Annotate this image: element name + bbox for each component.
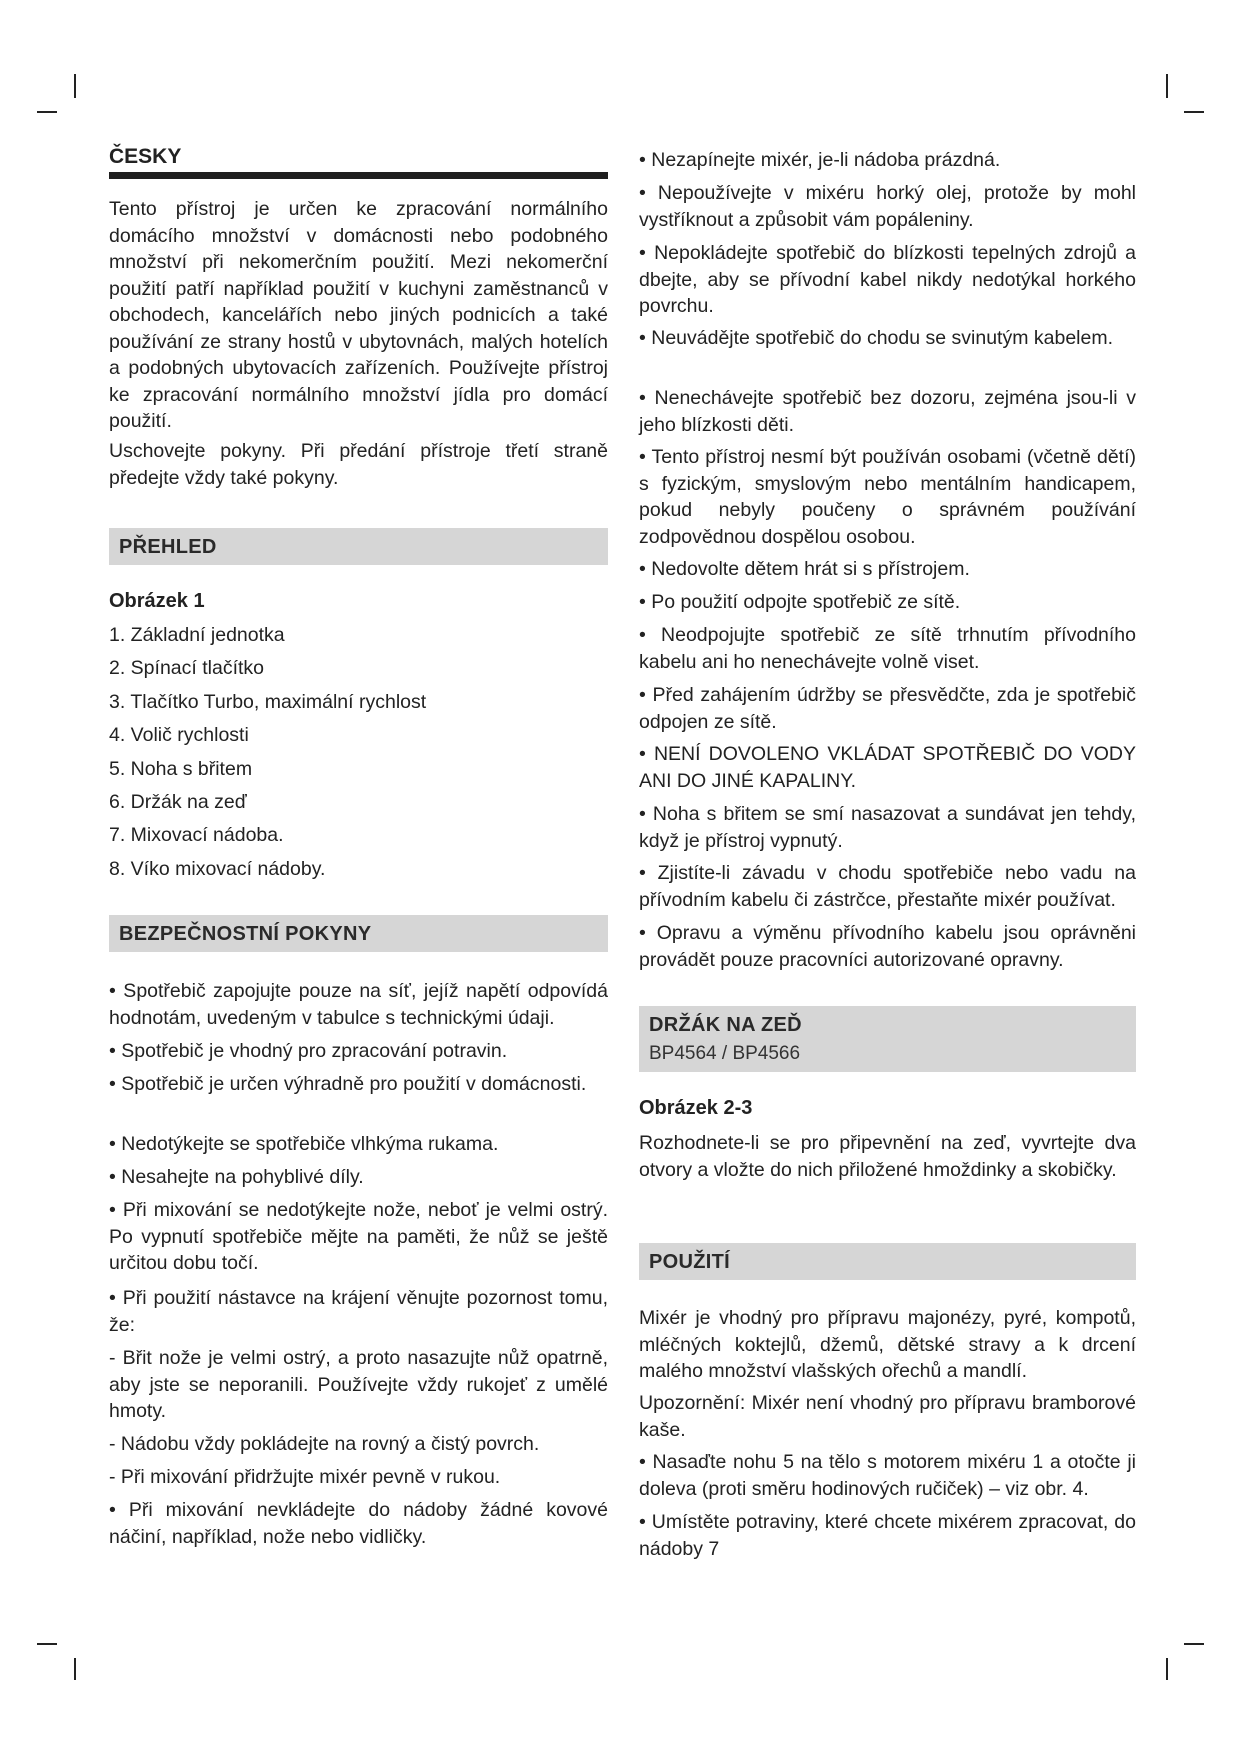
wall-mount-section-title: DRŽÁK NA ZEĎ: [649, 1014, 802, 1036]
usage-warning: Upozornění: Mixér není vhodný pro přípravu bramborové kaše.: [639, 1392, 1136, 1441]
list-item: • Opravu a výměnu přívodního kabelu jsou oprávněni provádět pouze pracovníci autorizované opravny.: [639, 922, 1136, 971]
list-item: • Tento přístroj nesmí být používán osobami (včetně dětí) s fyzickým, smyslovým nebo mentálním handicapem, pokud nebyly poučeny o správném používání zodpovědnou dospělou osobou.: [639, 446, 1136, 548]
list-item: • Při použití nástavce na krájení věnujte pozornost tomu, že:: [109, 1287, 608, 1336]
list-item: • Nepoužívejte v mixéru horký olej, protože by mohl vystříknout a způsobit vám popáleniny.: [639, 182, 1136, 231]
list-item: 4. Volič rychlosti: [109, 724, 249, 746]
crop-mark-top-right-h: [1184, 111, 1204, 113]
list-item: • Spotřebič je vhodný pro zpracování potravin.: [109, 1040, 508, 1062]
list-item: - Při mixování přidržujte mixér pevně v rukou.: [109, 1466, 501, 1488]
crop-mark-bottom-left-v: [74, 1658, 76, 1680]
list-item: • Nesahejte na pohyblivé díly.: [109, 1166, 364, 1188]
figure-1-label: Obrázek 1: [109, 590, 205, 612]
list-item: • Nepokládejte spotřebič do blízkosti tepelných zdrojů a dbejte, aby se přívodní kabel nikdy nedotýkal horkého povrchu.: [639, 242, 1136, 317]
list-item: • Neodpojujte spotřebič ze sítě trhnutím přívodního kabelu ani ho nenechávejte volně viset.: [639, 624, 1136, 673]
list-item: • NENÍ DOVOLENO VKLÁDAT SPOTŘEBIČ DO VODY ANI DO JINÉ KAPALINY.: [639, 743, 1136, 792]
list-item: 3. Tlačítko Turbo, maximální rychlost: [109, 691, 427, 713]
page-heading: ČESKY: [109, 145, 182, 168]
list-item: • Neuvádějte spotřebič do chodu se svinutým kabelem.: [639, 327, 1113, 349]
crop-mark-bottom-left-h: [37, 1643, 57, 1645]
list-item: • Spotřebič zapojujte pouze na síť, jejíž napětí odpovídá hodnotám, uvedeným v tabulce s technickými údaji.: [109, 980, 608, 1029]
crop-mark-bottom-right-h: [1184, 1643, 1204, 1645]
list-item: • Zjistíte-li závadu v chodu spotřebiče nebo vadu na přívodním kabelu či zástrčce, přestaňte mixér používat.: [639, 862, 1136, 911]
figure-2-3-label: Obrázek 2-3: [639, 1097, 753, 1119]
usage-paragraph: Mixér je vhodný pro přípravu majonézy, pyré, kompotů, mléčných koktejlů, džemů, dětské stravy a k drcení malého množství vlašských ořechů a mandlí.: [639, 1307, 1136, 1382]
usage-step-2: • Umístěte potraviny, které chcete mixérem zpracovat, do nádoby 7: [639, 1511, 1136, 1560]
wall-mount-section-band: [639, 1006, 1136, 1072]
crop-mark-top-left-h: [37, 111, 57, 113]
usage-section-band: [639, 1243, 1136, 1280]
list-item: 7. Mixovací nádoba.: [109, 824, 284, 846]
list-item: • Spotřebič je určen výhradně pro použití v domácnosti.: [109, 1073, 587, 1095]
list-item: • Po použití odpojte spotřebič ze sítě.: [639, 591, 961, 613]
list-item: • Při mixování nevkládejte do nádoby žádné kovové náčiní, například, nože nebo vidličky.: [109, 1499, 608, 1548]
list-item: 5. Noha s břitem: [109, 758, 253, 780]
safety-section-title: BEZPEČNOSTNÍ POKYNY: [119, 923, 372, 945]
overview-section-band: [109, 528, 608, 565]
list-item: - Břit nože je velmi ostrý, a proto nasazujte nůž opatrně, aby jste se neporanili. Používejte vždy rukojeť z umělé hmoty.: [109, 1347, 608, 1422]
list-item: 6. Držák na zeď: [109, 791, 247, 813]
list-item: • Noha s břitem se smí nasazovat a sundávat jen tehdy, když je přístroj vypnutý.: [639, 803, 1136, 852]
list-item: • Nezapínejte mixér, je-li nádoba prázdná.: [639, 149, 1001, 171]
intro-paragraph: Tento přístroj je určen ke zpracování normálního domácího množství v domácnosti nebo podobného množství při nekomerčním použití. Mezi nekomerční použití patří například použití v kuchyni zaměstnanců v obchodech, kancelářích nebo jiných podnicích a také používání ze strany hostů v ubytovnách, malých hotelích a podobných ubytovacích zařízeních. Používejte přístroj ke zpracování normálního množství jídla pro domácí použití.: [109, 198, 608, 432]
wall-mount-text: Rozhodnete-li se pro připevnění na zeď, vyvrtejte dva otvory a vložte do nich přiložené hmoždinky a skobičky.: [639, 1132, 1136, 1181]
list-item: 1. Základní jednotka: [109, 624, 285, 646]
list-item: - Nádobu vždy pokládejte na rovný a čistý povrch.: [109, 1433, 540, 1455]
crop-mark-top-left-v: [74, 74, 76, 98]
safety-section-band: [109, 915, 608, 952]
wall-mount-models: BP4564 / BP4566: [649, 1043, 801, 1064]
list-item: • Před zahájením údržby se přesvědčte, zda je spotřebič odpojen ze sítě.: [639, 684, 1136, 733]
list-item: • Při mixování se nedotýkejte nože, neboť je velmi ostrý. Po vypnutí spotřebiče mějte na paměti, že nůž se ještě určitou dobu točí.: [109, 1199, 608, 1274]
list-item: • Nedovolte dětem hrát si s přístrojem.: [639, 558, 970, 580]
usage-step-1: • Nasaďte nohu 5 na tělo s motorem mixéru 1 a otočte ji doleva (proti směru hodinových ručiček) – viz obr. 4.: [639, 1451, 1136, 1500]
overview-section-title: PŘEHLED: [119, 536, 217, 558]
crop-mark-bottom-right-v: [1166, 1658, 1168, 1680]
usage-section-title: POUŽITÍ: [649, 1251, 730, 1273]
intro-note: Uschovejte pokyny. Při předání přístroje třetí straně předejte vždy také pokyny.: [109, 440, 608, 489]
list-item: 8. Víko mixovací nádoby.: [109, 858, 326, 880]
list-item: 2. Spínací tlačítko: [109, 657, 265, 679]
list-item: • Nedotýkejte se spotřebiče vlhkýma rukama.: [109, 1133, 499, 1155]
heading-rule: [109, 172, 608, 179]
list-item: • Nenechávejte spotřebič bez dozoru, zejména jsou-li v jeho blízkosti děti.: [639, 387, 1136, 436]
crop-mark-top-right-v: [1166, 74, 1168, 98]
